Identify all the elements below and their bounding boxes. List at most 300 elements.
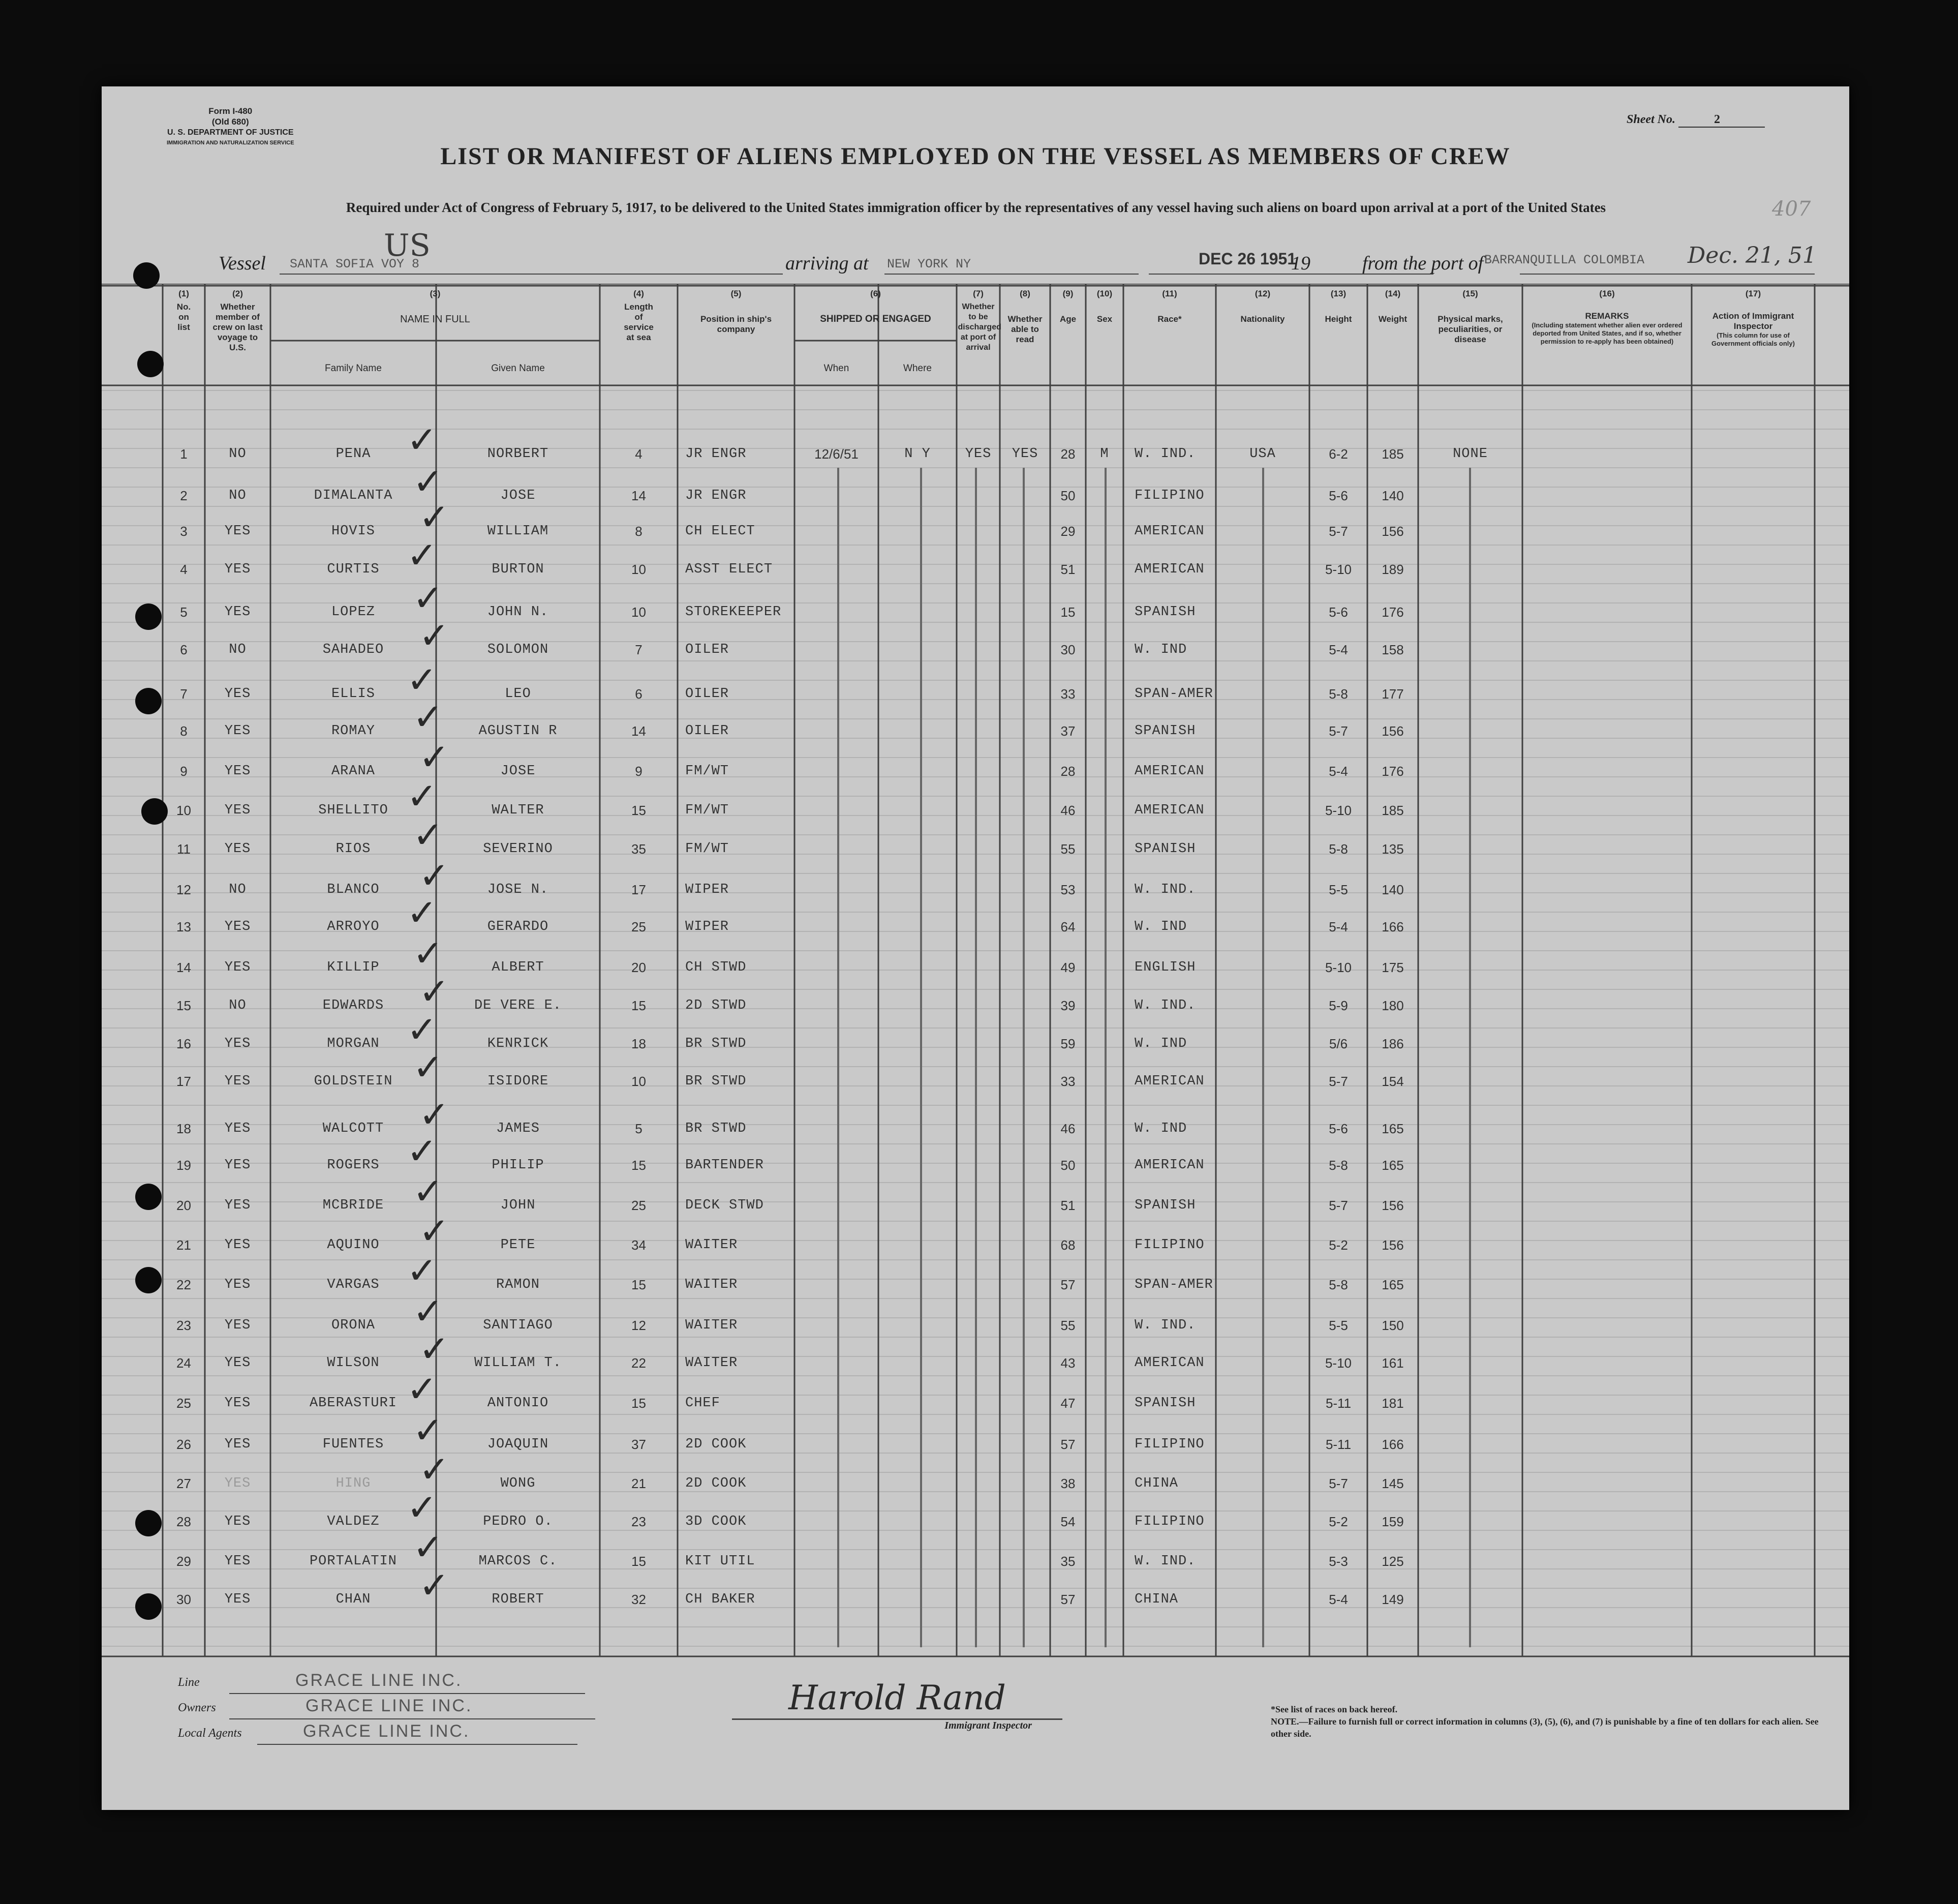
checkmark-icon: ✓	[413, 696, 444, 738]
crew-position: CH ELECT	[685, 524, 755, 539]
crew-age: 15	[1060, 605, 1076, 620]
crew-family: LOPEZ	[331, 605, 375, 620]
crew-age: 33	[1060, 1074, 1076, 1089]
crew-last: NO	[229, 882, 247, 897]
arriving-label: arriving at	[785, 253, 869, 274]
crew-given: SANTIAGO	[483, 1318, 553, 1333]
crew-no: 19	[176, 1158, 191, 1173]
ditto-line-sex	[1105, 468, 1107, 1647]
crew-given: ALBERT	[492, 960, 544, 975]
crew-weight: 186	[1382, 1036, 1404, 1051]
crew-race: CHINA	[1135, 1476, 1179, 1491]
crew-position: WAITER	[685, 1277, 738, 1292]
crew-height: 5-5	[1329, 1318, 1348, 1333]
arriving-underline	[884, 271, 1139, 275]
crew-no: 29	[176, 1554, 191, 1569]
crew-service: 15	[631, 803, 646, 818]
ditto-line-nationality	[1262, 468, 1264, 1647]
crew-service: 14	[631, 488, 646, 503]
crew-weight: 149	[1382, 1592, 1404, 1607]
crew-last: YES	[224, 605, 251, 620]
page-subtitle: Required under Act of Congress of February 5, 1917, to be delivered to the United States immigration officer by the representatives of any vessel having such aliens on board upon arrival at a port of the United States	[346, 200, 1606, 215]
crew-position: CH BAKER	[685, 1592, 755, 1607]
crew-family: AQUINO	[327, 1237, 380, 1253]
crew-no: 8	[180, 723, 188, 739]
crew-no: 13	[176, 919, 191, 934]
crew-service: 15	[631, 1277, 646, 1292]
crew-service: 10	[631, 605, 646, 620]
crew-last: YES	[224, 1355, 251, 1371]
col-header-name	[270, 289, 600, 324]
crew-family: RIOS	[335, 841, 371, 857]
col-header-weight	[1367, 289, 1418, 324]
signature-block	[732, 1673, 1062, 1732]
crew-discharged: YES	[965, 446, 992, 462]
crew-no: 6	[180, 642, 188, 657]
crew-given: PEDRO O.	[483, 1514, 553, 1529]
crew-service: 10	[631, 562, 646, 577]
checkmark-icon: ✓	[407, 1008, 438, 1051]
col-header-num: (14)	[1385, 289, 1401, 298]
crew-weight: 166	[1382, 1437, 1404, 1452]
crew-race: W. IND	[1135, 1036, 1187, 1051]
crew-race: FILIPINO	[1135, 1237, 1205, 1253]
crew-position: JR ENGR	[685, 446, 747, 462]
crew-family: ORONA	[331, 1318, 375, 1333]
from-port-label: from the port of	[1362, 253, 1484, 274]
manifest-sheet	[102, 86, 1849, 1810]
crew-weight: 189	[1382, 562, 1404, 577]
crew-race: FILIPINO	[1135, 1437, 1205, 1452]
col-header-label: Race*	[1157, 314, 1182, 324]
col-header-label: SHIPPED OR ENGAGED	[820, 314, 931, 324]
form-number: Form I-480	[208, 106, 253, 116]
crew-service: 18	[631, 1036, 646, 1051]
crew-given: SOLOMON	[487, 642, 549, 657]
checkmark-icon: ✓	[419, 1093, 450, 1136]
crew-family: DIMALANTA	[314, 488, 393, 503]
crew-race: AMERICAN	[1135, 1355, 1205, 1371]
crew-weight: 140	[1382, 882, 1404, 897]
crew-where: N Y	[904, 446, 931, 462]
crew-age: 46	[1060, 1121, 1076, 1136]
ditto-line-where	[920, 468, 922, 1647]
crew-family: BLANCO	[327, 882, 380, 897]
crew-age: 68	[1060, 1237, 1076, 1253]
crew-service: 15	[631, 998, 646, 1013]
crew-given: WONG	[500, 1476, 536, 1491]
crew-no: 5	[180, 605, 188, 620]
col-header-label: Whether member of crew on last voyage to U.S.	[212, 302, 263, 352]
crew-position: FM/WT	[685, 764, 729, 779]
crew-given: RAMON	[496, 1277, 540, 1292]
crew-height: 5-7	[1329, 723, 1348, 739]
crew-position: OILER	[685, 686, 729, 702]
checkmark-icon: ✓	[419, 1448, 450, 1491]
crew-family: CHAN	[335, 1592, 371, 1607]
crew-race: FILIPINO	[1135, 1514, 1205, 1529]
checkmark-icon: ✓	[419, 496, 450, 538]
col-header-num: (8)	[1020, 289, 1030, 298]
crew-last: YES	[224, 723, 251, 739]
ditto-line-discharged	[975, 468, 977, 1647]
col-header-num: (7)	[973, 289, 984, 298]
checkmark-icon: ✓	[407, 1249, 438, 1292]
form-old-number: (Old 680)	[211, 117, 249, 127]
col-header-label: Position in ship's company	[700, 314, 772, 334]
col-header-num: (6)	[870, 289, 881, 298]
crew-age: 50	[1060, 1158, 1076, 1173]
punch-hole	[135, 1184, 162, 1210]
punch-hole	[133, 262, 160, 289]
crew-race: SPAN-AMER	[1135, 686, 1213, 702]
col-header-label: Physical marks, peculiarities, or disease	[1437, 314, 1503, 344]
races-note: *See list of races on back hereof.	[1271, 1704, 1398, 1714]
crew-age: 55	[1060, 841, 1076, 857]
crew-family: ARANA	[331, 764, 375, 779]
crew-last: YES	[224, 686, 251, 702]
col-header-where: Where	[903, 363, 932, 374]
crew-no: 12	[176, 882, 191, 897]
crew-age: 38	[1060, 1476, 1076, 1491]
col-header-num: (5)	[730, 289, 742, 298]
ditto-line-when	[837, 468, 839, 1647]
col-header-label: Action of Immigrant Inspector	[1712, 311, 1794, 331]
crew-height: 5-8	[1329, 686, 1348, 702]
from-port: BARRANQUILLA COLOMBIA	[1484, 253, 1645, 267]
crew-last: YES	[224, 562, 251, 577]
crew-age: 28	[1060, 446, 1076, 462]
crew-weight: 140	[1382, 488, 1404, 503]
agents-row	[178, 1718, 595, 1744]
crew-marks: NONE	[1453, 446, 1488, 462]
crew-age: 57	[1060, 1437, 1076, 1452]
crew-no: 3	[180, 524, 188, 539]
crew-weight: 158	[1382, 642, 1404, 657]
crew-last: YES	[224, 1396, 251, 1411]
crew-given: KENRICK	[487, 1036, 549, 1051]
crew-family: WALCOTT	[322, 1121, 384, 1136]
crew-last: YES	[224, 1592, 251, 1607]
checkmark-icon: ✓	[407, 1486, 438, 1529]
arrival-date-stamp: DEC 26 1951	[1199, 250, 1297, 268]
col-header-label: Sex	[1096, 314, 1113, 324]
crew-height: 5-10	[1325, 562, 1352, 577]
crew-race: AMERICAN	[1135, 1074, 1205, 1089]
company-block	[178, 1668, 595, 1744]
checkmark-icon: ✓	[413, 1046, 444, 1089]
crew-given: JOSE N.	[487, 882, 549, 897]
service-name: IMMIGRATION AND NATURALIZATION SERVICE	[167, 140, 294, 146]
punch-hole	[135, 603, 162, 630]
crew-height: 5/6	[1329, 1036, 1348, 1051]
crew-no: 10	[176, 803, 191, 818]
punch-hole	[135, 1267, 162, 1293]
checkmark-icon: ✓	[413, 577, 444, 619]
crew-height: 5-4	[1329, 642, 1348, 657]
crew-position: CH STWD	[685, 960, 747, 975]
crew-service: 25	[631, 919, 646, 934]
inspector-signature: Harold Rand	[732, 1673, 1062, 1720]
checkmark-icon: ✓	[419, 1327, 450, 1370]
crew-given: DE VERE E.	[474, 998, 562, 1013]
sheet-number-value: 2	[1678, 113, 1765, 128]
crew-position: KIT UTIL	[685, 1554, 755, 1569]
crew-last: YES	[224, 1554, 251, 1569]
footnote-block	[1271, 1703, 1820, 1740]
col-header-no	[163, 289, 205, 333]
crew-last: YES	[224, 1237, 251, 1253]
crew-height: 5-10	[1325, 960, 1352, 975]
crew-service: 14	[631, 723, 646, 739]
crew-no: 25	[176, 1396, 191, 1411]
crew-position: WAITER	[685, 1237, 738, 1253]
crew-race: AMERICAN	[1135, 562, 1205, 577]
crew-height: 5-7	[1329, 1476, 1348, 1491]
crew-last: YES	[224, 919, 251, 934]
crew-weight: 180	[1382, 998, 1404, 1013]
crew-family: HOVIS	[331, 524, 375, 539]
checkmark-icon: ✓	[413, 460, 444, 503]
crew-no: 1	[180, 446, 188, 462]
crew-height: 5-11	[1325, 1396, 1352, 1411]
crew-family: ARROYO	[327, 919, 380, 934]
crew-service: 17	[631, 882, 646, 897]
crew-last: NO	[229, 488, 247, 503]
page-stamp-number: 407	[1772, 197, 1811, 221]
crew-no: 9	[180, 764, 188, 779]
crew-weight: 145	[1382, 1476, 1404, 1491]
crew-age: 46	[1060, 803, 1076, 818]
crew-weight: 176	[1382, 764, 1404, 779]
crew-height: 5-7	[1329, 1074, 1348, 1089]
crew-family: PORTALATIN	[309, 1554, 397, 1569]
crew-no: 16	[176, 1036, 191, 1051]
crew-position: 2D COOK	[685, 1437, 747, 1452]
ditto-line-read	[1023, 468, 1025, 1647]
crew-no: 28	[176, 1514, 191, 1529]
crew-weight: 165	[1382, 1121, 1404, 1136]
crew-given: WILLIAM	[487, 524, 549, 539]
crew-race: CHINA	[1135, 1592, 1179, 1607]
crew-age: 57	[1060, 1592, 1076, 1607]
col-header-shipped	[794, 289, 957, 324]
crew-family: GOLDSTEIN	[314, 1074, 393, 1089]
crew-race: SPANISH	[1135, 723, 1196, 739]
col-header-num: (11)	[1162, 289, 1177, 298]
col-header-num: (15)	[1462, 289, 1478, 298]
crew-height: 5-7	[1329, 524, 1348, 539]
crew-read: YES	[1012, 446, 1038, 462]
crew-last: YES	[224, 1036, 251, 1051]
crew-service: 35	[631, 841, 646, 857]
crew-race: ENGLISH	[1135, 960, 1196, 975]
crew-service: 15	[631, 1158, 646, 1173]
crew-service: 4	[635, 446, 643, 462]
checkmark-icon: ✓	[407, 891, 438, 934]
crew-weight: 185	[1382, 803, 1404, 818]
line-label: Line	[178, 1676, 200, 1689]
crew-family: MCBRIDE	[322, 1198, 384, 1213]
crew-race: W. IND.	[1135, 882, 1196, 897]
arriving-port: NEW YORK NY	[887, 257, 971, 271]
crew-service: 9	[635, 764, 643, 779]
col-header-num: (17)	[1745, 289, 1761, 298]
crew-age: 59	[1060, 1036, 1076, 1051]
crew-service: 10	[631, 1074, 646, 1089]
checkmark-icon: ✓	[407, 1368, 438, 1410]
crew-position: DECK STWD	[685, 1198, 764, 1213]
crew-family: MORGAN	[327, 1036, 380, 1051]
crew-last: YES	[224, 1514, 251, 1529]
crew-no: 4	[180, 562, 188, 577]
crew-weight: 156	[1382, 524, 1404, 539]
crew-position: OILER	[685, 723, 729, 739]
crew-position: 3D COOK	[685, 1514, 747, 1529]
crew-age: 54	[1060, 1514, 1076, 1529]
col-header-nationality	[1216, 289, 1309, 324]
vessel-underline	[280, 271, 783, 275]
crew-weight: 176	[1382, 605, 1404, 620]
col-header-label: Age	[1059, 314, 1077, 324]
crew-race: W. IND	[1135, 642, 1187, 657]
crew-service: 32	[631, 1592, 646, 1607]
crew-last: YES	[224, 1318, 251, 1333]
col-header-race	[1123, 289, 1216, 324]
crew-weight: 165	[1382, 1277, 1404, 1292]
crew-height: 5-4	[1329, 764, 1348, 779]
crew-service: 22	[631, 1355, 646, 1371]
crew-weight: 165	[1382, 1158, 1404, 1173]
crew-service: 8	[635, 524, 643, 539]
crew-given: WILLIAM T.	[474, 1355, 562, 1371]
crew-race: SPANISH	[1135, 1396, 1196, 1411]
sheet-number	[1627, 113, 1765, 128]
crew-last: YES	[224, 1277, 251, 1292]
crew-height: 5-11	[1325, 1437, 1352, 1452]
crew-weight: 156	[1382, 723, 1404, 739]
crew-family: SAHADEO	[322, 642, 384, 657]
crew-height: 5-6	[1329, 605, 1348, 620]
crew-given: JOHN	[500, 1198, 536, 1213]
crew-weight: 177	[1382, 686, 1404, 702]
crew-age: 30	[1060, 642, 1076, 657]
crew-weight: 185	[1382, 446, 1404, 462]
crew-position: JR ENGR	[685, 488, 747, 503]
crew-given: JOHN N.	[487, 605, 549, 620]
crew-age: 51	[1060, 562, 1076, 577]
crew-weight: 156	[1382, 1237, 1404, 1253]
crew-age: 64	[1060, 919, 1076, 934]
year-label: 19	[1291, 253, 1310, 274]
crew-age: 55	[1060, 1318, 1076, 1333]
crew-race: AMERICAN	[1135, 803, 1205, 818]
crew-age: 47	[1060, 1396, 1076, 1411]
crew-height: 5-8	[1329, 1277, 1348, 1292]
punch-hole	[141, 798, 168, 825]
crew-given: NORBERT	[487, 446, 549, 462]
col-header-remarks	[1522, 289, 1692, 346]
col-header-age	[1050, 289, 1086, 324]
vessel-line	[219, 228, 1820, 275]
vessel-name: SANTA SOFIA VOY 8	[290, 257, 420, 271]
port-date-handwritten: Dec. 21, 51	[1688, 243, 1817, 268]
crew-race: SPANISH	[1135, 605, 1196, 620]
crew-race: W. IND	[1135, 1121, 1187, 1136]
col-header-num: (12)	[1255, 289, 1271, 298]
crew-weight: 150	[1382, 1318, 1404, 1333]
checkmark-icon: ✓	[419, 614, 450, 657]
crew-given: PHILIP	[492, 1158, 544, 1173]
crew-race: AMERICAN	[1135, 764, 1205, 779]
crew-no: 22	[176, 1277, 191, 1292]
agents-value: GRACE LINE INC.	[257, 1718, 577, 1745]
crew-position: CHEF	[685, 1396, 720, 1411]
col-header-label: Whether to be discharged at port of arrival	[958, 303, 1001, 352]
crew-weight: 125	[1382, 1554, 1404, 1569]
crew-family: EDWARDS	[322, 998, 384, 1013]
crew-last: YES	[224, 1074, 251, 1089]
crew-given: AGUSTIN R	[478, 723, 558, 739]
col-header-num: (16)	[1599, 289, 1615, 298]
crew-position: BARTENDER	[685, 1158, 764, 1173]
crew-nationality: USA	[1249, 446, 1276, 462]
line-value: GRACE LINE INC.	[229, 1668, 585, 1694]
vessel-label: Vessel	[219, 253, 266, 274]
crew-no: 20	[176, 1198, 191, 1213]
crew-last: YES	[224, 764, 251, 779]
punch-hole	[135, 1510, 162, 1536]
crew-position: ASST ELECT	[685, 562, 773, 577]
col-header-remarks-note: (Including statement whether alien ever ordered deported from United States, and if so, whether permission to re-apply has been obtained)	[1532, 321, 1682, 345]
crew-height: 5-6	[1329, 488, 1348, 503]
agents-label: Local Agents	[178, 1727, 242, 1740]
crew-race: W. IND.	[1135, 446, 1196, 462]
crew-weight: 166	[1382, 919, 1404, 934]
crew-last: YES	[224, 524, 251, 539]
crew-race: W. IND	[1135, 919, 1187, 934]
crew-service: 5	[635, 1121, 643, 1136]
crew-race: SPANISH	[1135, 1198, 1196, 1213]
checkmark-icon: ✓	[419, 854, 450, 897]
checkmark-icon: ✓	[419, 736, 450, 778]
crew-weight: 175	[1382, 960, 1404, 975]
checkmark-icon: ✓	[413, 932, 444, 975]
crew-family: FUENTES	[322, 1437, 384, 1452]
crew-height: 5-6	[1329, 1121, 1348, 1136]
col-header-num: (13)	[1330, 289, 1347, 298]
crew-no: 2	[180, 488, 188, 503]
crew-height: 5-8	[1329, 841, 1348, 857]
crew-position: 2D STWD	[685, 998, 747, 1013]
crew-age: 33	[1060, 686, 1076, 702]
crew-family: CURTIS	[327, 562, 380, 577]
crew-sex: M	[1100, 446, 1109, 462]
col-header-label: Nationality	[1240, 314, 1285, 324]
crew-given: PETE	[500, 1237, 536, 1253]
crew-age: 50	[1060, 488, 1076, 503]
sheet-number-label: Sheet No.	[1627, 113, 1675, 126]
crew-family: KILLIP	[327, 960, 380, 975]
vessel-handwritten-mark: US	[384, 228, 431, 263]
crew-position: BR STWD	[685, 1121, 747, 1136]
crew-last: NO	[229, 642, 247, 657]
checkmark-icon: ✓	[413, 1170, 444, 1213]
crew-height: 5-7	[1329, 1198, 1348, 1213]
crew-service: 23	[631, 1514, 646, 1529]
crew-family: PENA	[335, 446, 371, 462]
crew-weight: 156	[1382, 1198, 1404, 1213]
